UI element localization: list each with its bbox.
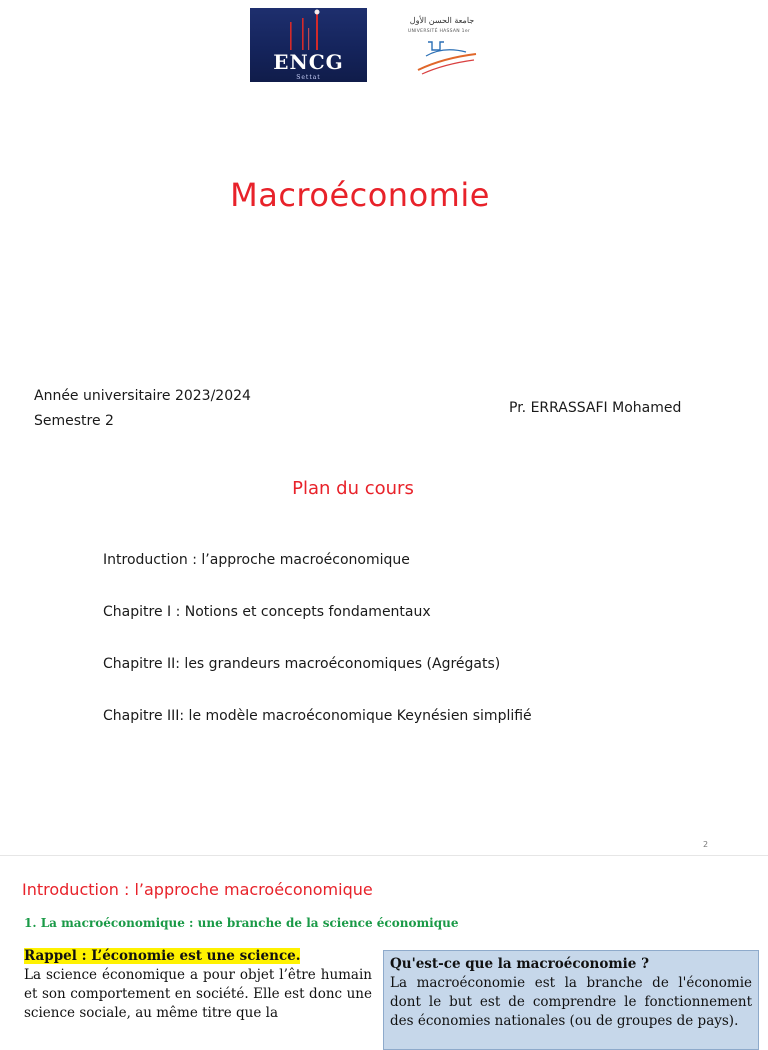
encg-logo — [250, 8, 367, 82]
plan-item-chapter-2: Chapitre II: les grandeurs macroéconomiques (Agrégats) — [103, 656, 501, 672]
encg-logo-city: Settat — [296, 74, 321, 81]
professor-name: Pr. ERRASSAFI Mohamed — [509, 400, 682, 416]
intro-title: Introduction : l’approche macroéconomique — [22, 880, 373, 899]
plan-item-introduction: Introduction : l’approche macroéconomique — [103, 552, 410, 568]
academic-year: Année universitaire 2023/2024 — [34, 388, 251, 404]
university-latin-name: UNIVERSITÉ HASSAN 1er — [407, 29, 471, 34]
university-emblem-icon — [388, 36, 488, 82]
page-title: Macroéconomie — [230, 176, 490, 214]
encg-logo-text: ENCG — [273, 50, 344, 74]
plan-heading: Plan du cours — [292, 478, 414, 499]
university-arabic-name: جامعة الحسن الأول — [409, 16, 475, 25]
definition-answer: La macroéconomie est la branche de l'économie dont le but est de comprendre le fonctionnement des économies nationales (ou de groupes de pays). — [390, 975, 752, 1029]
rappel-paragraph — [24, 947, 372, 1023]
plan-item-chapter-3: Chapitre III: le modèle macroéconomique Keynésien simplifié — [103, 708, 532, 724]
semester: Semestre 2 — [34, 413, 114, 429]
page-number: 2 — [703, 840, 709, 849]
plan-list — [103, 552, 532, 760]
plan-item-chapter-1: Chapitre I : Notions et concepts fondamentaux — [103, 604, 431, 620]
definition-question: Qu'est-ce que la macroéconomie ? — [390, 956, 649, 972]
slide-2 — [0, 855, 768, 1029]
rappel-text: La science économique a pour objet l’être humain et son comportement en société. Elle est donc une science sociale, au même titre que la — [24, 967, 372, 1021]
university-logo — [388, 12, 488, 82]
section-title: 1. La macroéconomique : une branche de la science économique — [24, 916, 459, 930]
rappel-highlight: Rappel : L’économie est une science. — [24, 948, 301, 964]
definition-box — [383, 950, 759, 1050]
